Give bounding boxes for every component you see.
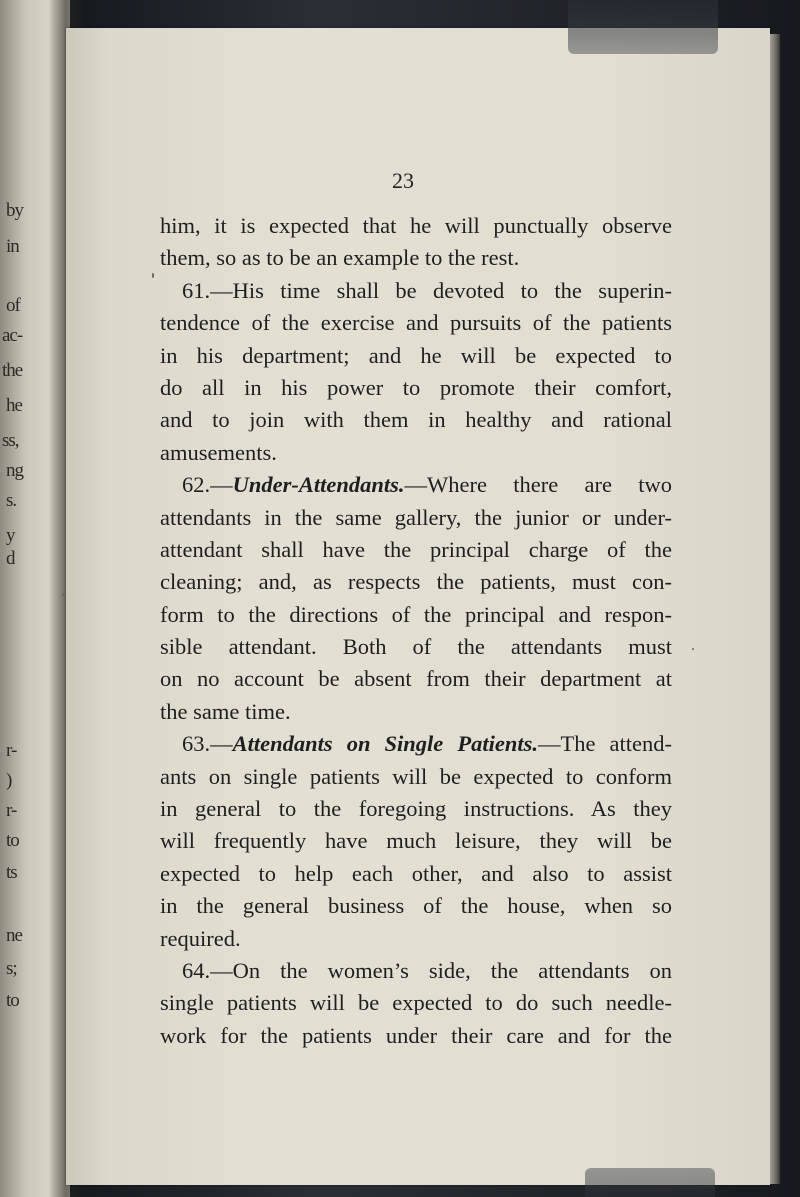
facing-page-fragment: ne — [6, 925, 22, 946]
text-line — [160, 793, 672, 825]
body-text — [160, 210, 672, 1052]
text-line — [160, 696, 672, 728]
text-line — [160, 955, 672, 987]
paper-speck — [62, 593, 65, 596]
text-line — [160, 631, 672, 663]
text-segment: do all in his power to promote their comfort, — [160, 374, 672, 400]
facing-page-fragment: ng — [6, 460, 23, 481]
scanner-clip-top — [568, 0, 718, 54]
text-line — [160, 502, 672, 534]
text-segment: 62.— — [182, 472, 233, 498]
scanner-clip-bottom — [585, 1168, 715, 1197]
text-segment: in the general business of the house, when so — [160, 893, 672, 919]
facing-page-fragment: ac- — [2, 325, 23, 346]
text-segment: attendant shall have the principal charge of the — [160, 536, 672, 562]
text-segment: will frequently have much leisure, they will be — [160, 828, 672, 854]
text-line — [160, 242, 672, 274]
facing-page-fragment: r- — [6, 800, 17, 821]
text-line — [160, 404, 672, 436]
text-line — [160, 1020, 672, 1052]
text-segment: 63.— — [182, 731, 233, 757]
text-segment: cleaning; and, as respects the patients, must con- — [160, 569, 672, 595]
text-line — [160, 534, 672, 566]
text-segment: 64.—On the women’s side, the attendants on — [182, 957, 672, 983]
text-segment: ants on single patients will be expected to conform — [160, 763, 672, 789]
text-line — [160, 307, 672, 339]
text-segment: in general to the foregoing instructions. As they — [160, 796, 672, 822]
text-line — [160, 761, 672, 793]
text-segment: tendence of the exercise and pursuits of the patients — [160, 310, 672, 336]
text-segment: them, so as to be an example to the rest. — [160, 245, 520, 271]
text-segment: —The attend- — [537, 731, 672, 757]
text-segment: form to the directions of the principal and respon- — [160, 601, 672, 627]
facing-page-fragment: y — [6, 525, 15, 546]
facing-page-fragment: s. — [6, 490, 17, 511]
text-line — [160, 275, 672, 307]
facing-page-fragment: r- — [6, 740, 17, 761]
text-line — [160, 890, 672, 922]
text-line — [160, 566, 672, 598]
paper-speck — [152, 273, 154, 278]
text-segment: work for the patients under their care and for the — [160, 1022, 672, 1048]
facing-page-fragment: by — [6, 200, 23, 221]
section-heading: Under-Attendants. — [232, 472, 405, 498]
page-fore-edge — [770, 34, 780, 1184]
text-line — [160, 437, 672, 469]
text-line — [160, 210, 672, 242]
text-segment: 61.—His time shall be devoted to the superin- — [182, 277, 672, 303]
text-line — [160, 663, 672, 695]
facing-page-fragment: of — [6, 295, 20, 316]
text-segment: expected to help each other, and also to assist — [160, 860, 672, 886]
text-segment: on no account be absent from their department at — [160, 666, 672, 692]
text-segment: and to join with them in healthy and rational — [160, 407, 672, 433]
text-line — [160, 372, 672, 404]
facing-page-fragment: ss, — [2, 430, 19, 451]
facing-page-fragment: ts — [6, 862, 17, 883]
text-segment: single patients will be expected to do such needle- — [160, 990, 672, 1016]
facing-page-fragment: to — [6, 830, 19, 851]
text-segment: amusements. — [160, 439, 277, 465]
paper-speck — [692, 648, 694, 650]
text-line — [160, 923, 672, 955]
text-line — [160, 987, 672, 1019]
text-line — [160, 469, 672, 501]
text-segment: sible attendant. Both of the attendants must — [160, 634, 672, 660]
facing-page-fragment: to — [6, 990, 19, 1011]
facing-page-fragment: in — [6, 236, 19, 257]
text-line — [160, 340, 672, 372]
facing-page-fragment: d — [6, 548, 15, 569]
text-line — [160, 728, 672, 760]
text-segment: required. — [160, 925, 241, 951]
facing-page-fragment: the — [2, 360, 23, 381]
facing-page-fragment: he — [6, 395, 22, 416]
facing-page-fragment: s; — [6, 958, 17, 979]
text-segment: attendants in the same gallery, the junior or under- — [160, 504, 672, 530]
text-line — [160, 858, 672, 890]
facing-page-fragment: ) — [6, 770, 12, 791]
text-segment: —Where there are two — [404, 472, 672, 498]
text-line — [160, 599, 672, 631]
section-heading: Attendants on Single Patients. — [232, 731, 538, 757]
page-number: 23 — [392, 168, 414, 193]
text-segment: the same time. — [160, 698, 291, 724]
text-line — [160, 825, 672, 857]
text-segment: him, it is expected that he will punctually observe — [160, 213, 672, 238]
text-segment: in his department; and he will be expected to — [160, 342, 672, 368]
